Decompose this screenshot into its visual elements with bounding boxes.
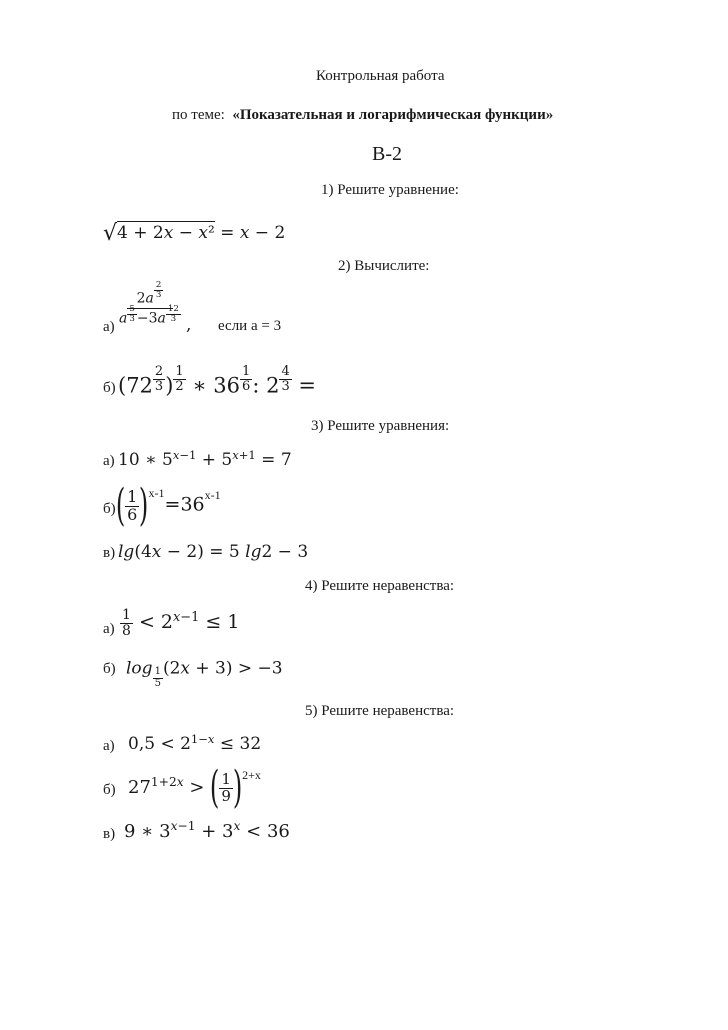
task3c-equation: 𝑙𝑔(4𝑥 − 2) = 5 𝑙𝑔2 − 3	[118, 542, 309, 562]
radical-sign: √	[103, 221, 118, 246]
task2b-label: б)	[103, 380, 116, 396]
variant-label: В-2	[372, 143, 402, 165]
task1-radicand: 4 + 2𝑥 − 𝑥²	[117, 223, 215, 243]
topic-title: «Показательная и логарифмическая функции»	[232, 107, 554, 123]
task2b-expression: (72 $\frac{2}{3}$ ) $\frac{1}{2}$ ∗ 36 $\frac{1}{6}$ : 2 $\frac{4}{3}$ =	[118, 364, 317, 398]
task4a-inequality: $\frac{1}{8}$ < $2^{𝑥-1} \le 1$	[122, 607, 240, 639]
task2-heading: 2) Вычислите:	[338, 258, 430, 274]
task3c-label: в)	[103, 545, 116, 561]
task3-heading: 3) Решите уравнения:	[311, 418, 450, 434]
task2a-comma: ,	[186, 315, 192, 335]
task3b-equation: ( $\frac{1}{6}$ )$^{x-1}=36^{x-1}$	[115, 480, 221, 531]
task5b-inequality: $27^{1+2𝑥}$ > ( $\frac{1}{9}$ )$^{2+x}$	[128, 762, 261, 813]
task4b-label: б)	[103, 661, 116, 677]
document-title: Контрольная работа	[316, 68, 445, 84]
task4b-inequality: 𝑙𝑜𝑔 $\frac{1}{5}$ (2𝑥 + 3) > −3	[126, 658, 283, 689]
task3b-label: б)	[103, 501, 116, 517]
topic-line	[172, 107, 553, 124]
task4-heading: 4) Решите неравенства:	[305, 578, 455, 594]
task3a-equation: 10 ∗ $5^{𝑥-1} + 5^{𝑥+1} = 7$	[118, 447, 292, 470]
task2a-numerator: 2𝑎 $\frac{2}{3}$	[127, 289, 174, 309]
task3a-label: а)	[103, 453, 115, 469]
task2a-denominator: 𝑎 $\frac{5}{3}$ −3𝑎 $\frac{12}{3}$	[119, 303, 179, 327]
task4a-label: а)	[103, 621, 115, 637]
task5c-inequality: 9 ∗ $3^{𝑥-1} + 3^𝑥 < 36$	[124, 819, 290, 842]
task2a-fraction	[117, 280, 183, 328]
task2a-condition: если а = 3	[218, 318, 282, 334]
task5c-label: в)	[103, 826, 116, 842]
task5b-label: б)	[103, 782, 116, 798]
task5a-label: а)	[103, 738, 115, 754]
task1-rhs: = 𝑥 − 2	[220, 223, 286, 243]
task5-heading: 5) Решите неравенства:	[305, 703, 455, 719]
task2a-label: а)	[103, 319, 115, 335]
task1-equation	[103, 219, 285, 244]
task1-heading: 1) Решите уравнение:	[321, 182, 459, 198]
task5a-inequality: $0,5 < 2^{1-𝑥} \le 32$	[128, 731, 262, 754]
topic-prefix: по теме:	[172, 107, 225, 123]
